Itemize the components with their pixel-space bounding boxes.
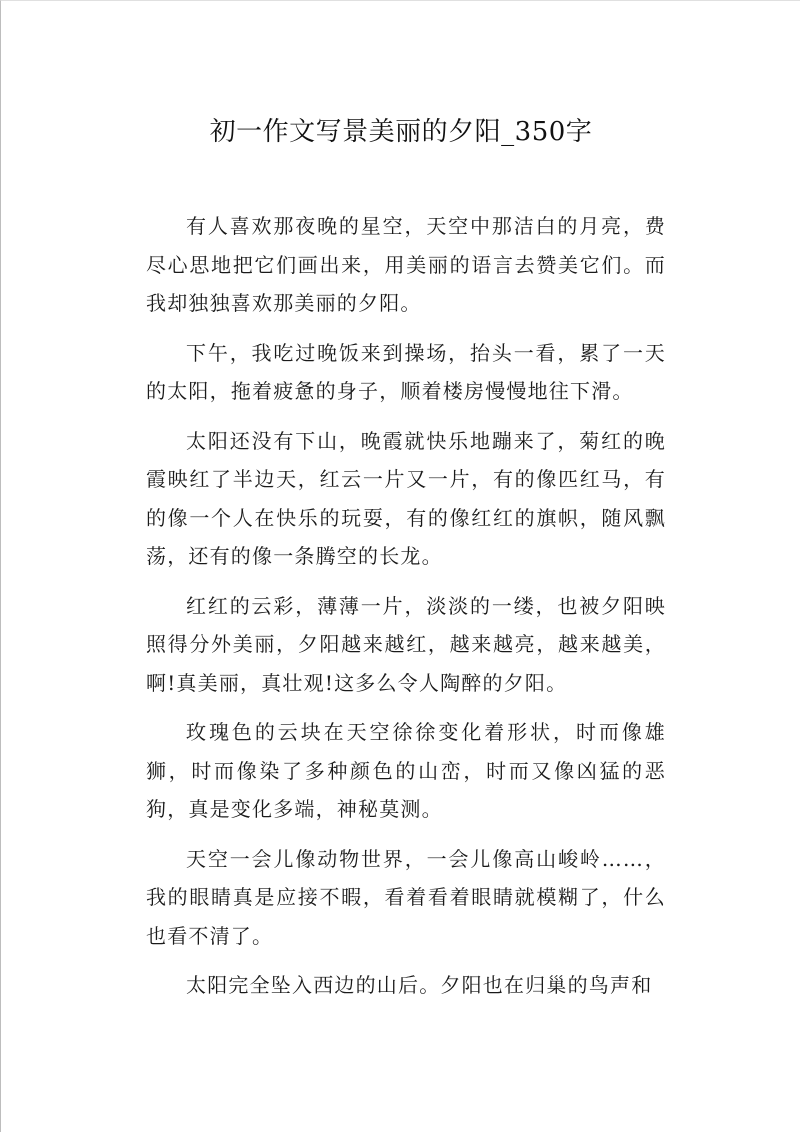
document-title: 初一作文写景美丽的夕阳_350字: [209, 117, 593, 147]
paragraph-1: 有人喜欢那夜晚的星空，天空中那洁白的月亮，费尽心思地把它们画出来，用美丽的语言去赞美它们。而我却独独喜欢那美丽的夕阳。: [146, 214, 666, 315]
paragraph-3: 太阳还没有下山，晚霞就快乐地蹦来了，菊红的晚霞映红了半边天，红云一片又一片，有的像匹红马，有的像一个人在快乐的玩耍，有的像红红的旗帜，随风飘荡，还有的像一条腾空的长龙。: [146, 428, 666, 568]
paragraph-5: 玫瑰色的云块在天空徐徐变化着形状，时而像雄狮，时而像染了多种颜色的山峦，时而又像凶猛的恶狗，真是变化多端，神秘莫测。: [146, 720, 666, 821]
document-body: [146, 207, 666, 1016]
paragraph-2: 下午，我吃过晚饭来到操场，抬头一看，累了一天的太阳，拖着疲惫的身子，顺着楼房慢慢地往下滑。: [146, 340, 666, 403]
paragraph-4: 红红的云彩，薄薄一片，淡淡的一缕，也被夕阳映照得分外美丽，夕阳越来越红，越来越亮，越来越美，啊!真美丽，真壮观!这多么令人陶醉的夕阳。: [146, 593, 666, 695]
paragraph-6: 天空一会儿像动物世界，一会儿像高山峻岭……，我的眼睛真是应接不暇，看着看着眼睛就模糊了，什么也看不清了。: [146, 846, 666, 948]
paragraph-7: 太阳完全坠入西边的山后。夕阳也在归巢的鸟声和: [186, 973, 653, 997]
